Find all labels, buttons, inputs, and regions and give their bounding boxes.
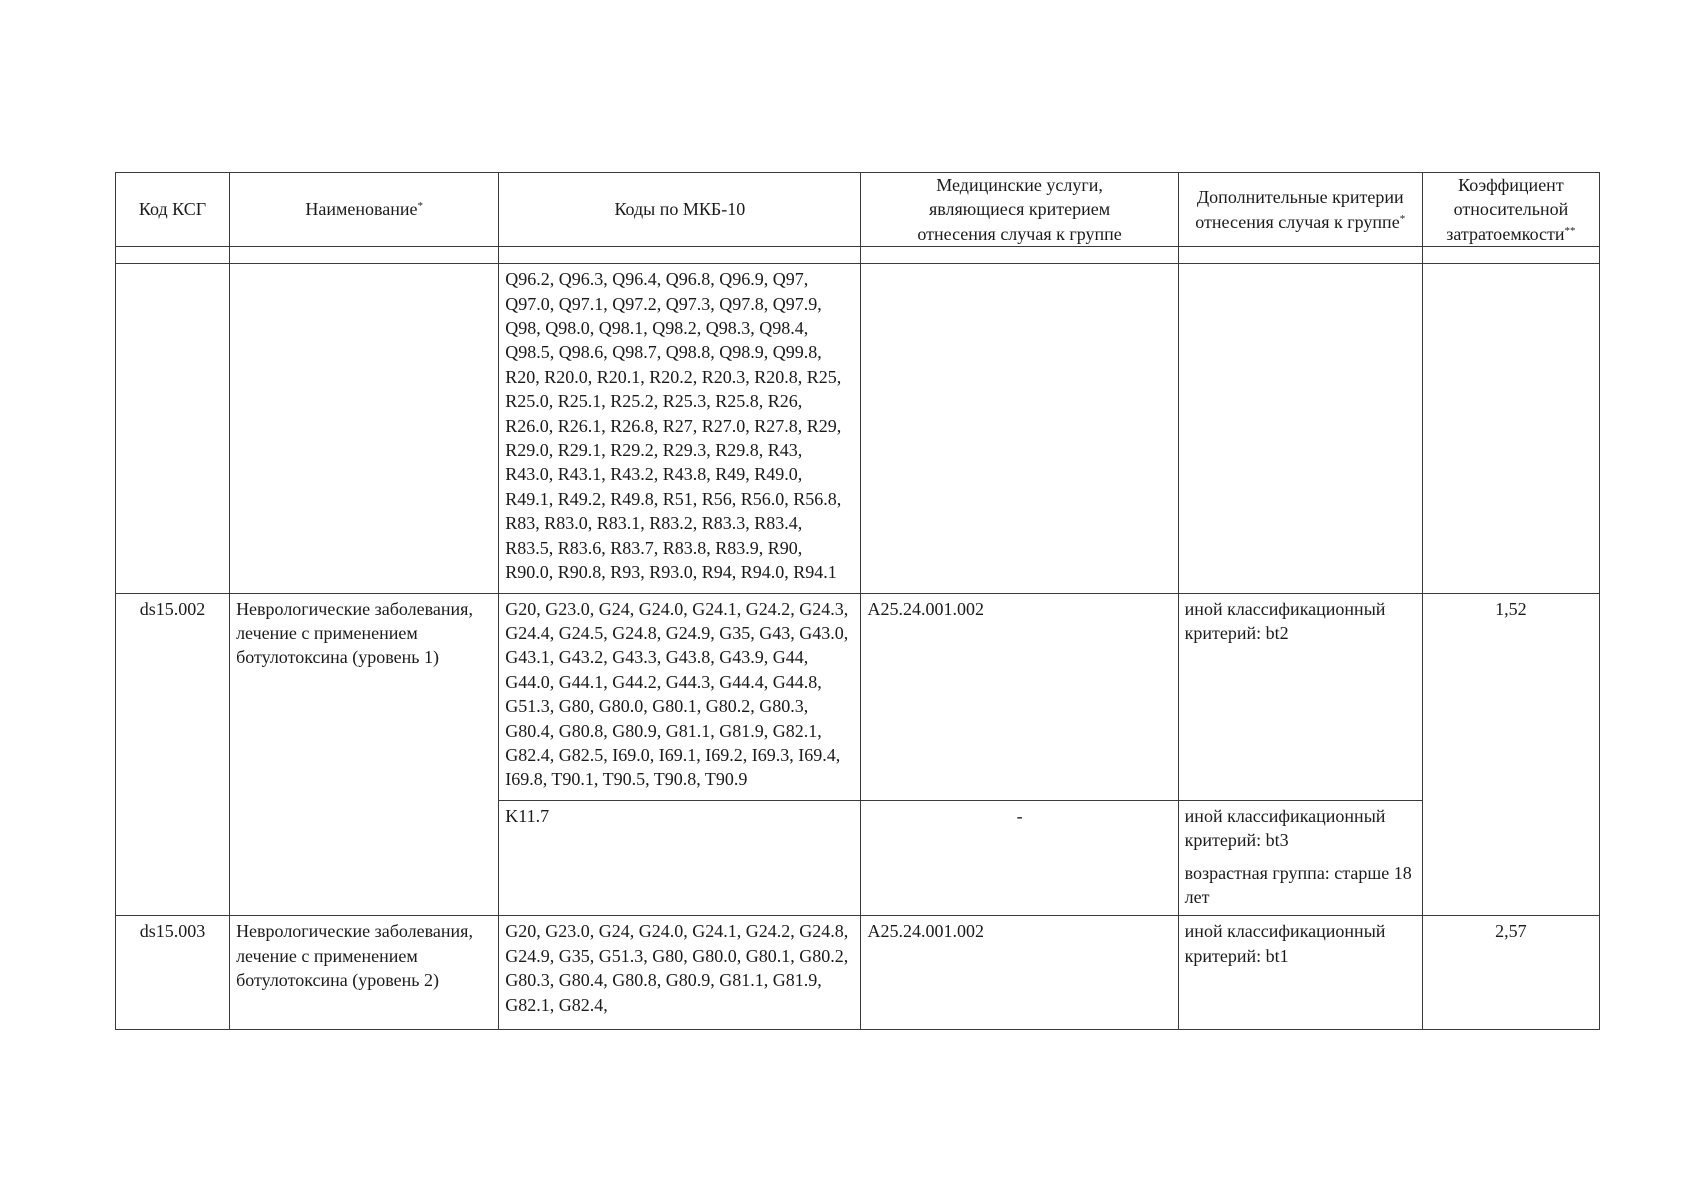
cell-code: ds15.003 xyxy=(116,916,230,1030)
cell-services: A25.24.001.002 xyxy=(861,916,1178,1030)
table-row xyxy=(116,264,1600,593)
cell-mkb: G20, G23.0, G24, G24.0, G24.1, G24.2, G24.8, G24.9, G35, G51.3, G80, G80.0, G80.1, G80.2, G80.3, G80.4, G80.8, G80.9, G81.1, G81.9, G82.1, G82.4, xyxy=(499,916,861,1030)
cell-coef: 1,52 xyxy=(1422,593,1599,916)
cell-additional xyxy=(1178,800,1422,916)
table-row xyxy=(116,916,1600,1030)
criterion-text: иной классификационный критерий: bt3 xyxy=(1184,805,1386,851)
header-mkb: Коды по МКБ-10 xyxy=(499,173,861,247)
cell-additional: иной классификационный критерий: bt2 xyxy=(1178,593,1422,800)
cell-code: ds15.002 xyxy=(116,593,230,916)
header-spacer-row xyxy=(116,247,1600,264)
cell-name: Неврологические заболевания, лечение с применением ботулотоксина (уровень 1) xyxy=(230,593,499,916)
cell-coef: 2,57 xyxy=(1422,916,1599,1030)
header-coef: Коэффициент относительной затратоемкости** xyxy=(1422,173,1599,247)
footnote-mark: ** xyxy=(1564,224,1576,237)
cell-coef xyxy=(1422,264,1599,593)
cell-name xyxy=(230,264,499,593)
cell-additional xyxy=(1178,264,1422,593)
header-services: Медицинские услуги, являющиеся критерием отнесения случая к группе xyxy=(861,173,1178,247)
cell-additional: иной классификационный критерий: bt1 xyxy=(1178,916,1422,1030)
header-code: Код КСГ xyxy=(116,173,230,247)
cell-services: A25.24.001.002 xyxy=(861,593,1178,800)
table-row xyxy=(116,593,1600,800)
header-name: Наименование* xyxy=(230,173,499,247)
criterion-text: возрастная группа: старше 18 лет xyxy=(1184,862,1412,907)
footnote-mark: * xyxy=(1399,212,1406,225)
ksg-table xyxy=(115,172,1600,1030)
cell-name: Неврологические заболевания, лечение с применением ботулотоксина (уровень 2) xyxy=(230,916,499,1030)
cell-code xyxy=(116,264,230,593)
cell-mkb: Q96.2, Q96.3, Q96.4, Q96.8, Q96.9, Q97, Q97.0, Q97.1, Q97.2, Q97.3, Q97.8, Q97.9, Q98, Q98.0, Q98.1, Q98.2, Q98.3, Q98.4, Q98.5, Q98.6, Q98.7, Q98.8, Q98.9, Q99.8, R20, R20.0, R20.1, R20.2, R20.3, R20.8, R25, R25.0, R25.1, R25.2, R25.3, R25.8, R26, R26.0, R26.1, R26.8, R27, R27.0, R27.8, R29, R29.0, R29.1, R29.2, R29.3, R29.8, R43, R43.0, R43.1, R43.2, R43.8, R49, R49.0, R49.1, R49.2, R49.8, R51, R56, R56.0, R56.8, R83, R83.0, R83.1, R83.2, R83.3, R83.4, R83.5, R83.6, R83.7, R83.8, R83.9, R90, R90.0, R90.8, R93, R93.0, R94, R94.0, R94.1 xyxy=(499,264,861,593)
table-header-row xyxy=(116,173,1600,247)
cell-mkb: K11.7 xyxy=(499,800,861,916)
cell-mkb: G20, G23.0, G24, G24.0, G24.1, G24.2, G24.3, G24.4, G24.5, G24.8, G24.9, G35, G43, G43.0, G43.1, G43.2, G43.3, G43.8, G43.9, G44, G44.0, G44.1, G44.2, G44.3, G44.4, G44.8, G51.3, G80, G80.0, G80.1, G80.2, G80.3, G80.4, G80.8, G80.9, G81.1, G81.9, G82.1, G82.4, G82.5, I69.0, I69.1, I69.2, I69.3, I69.4, I69.8, T90.1, T90.5, T90.8, T90.9 xyxy=(499,593,861,800)
footnote-mark: * xyxy=(417,200,423,213)
cell-services xyxy=(861,264,1178,593)
header-additional: Дополнительные критерии отнесения случая к группе* xyxy=(1178,173,1422,247)
cell-services: - xyxy=(861,800,1178,916)
